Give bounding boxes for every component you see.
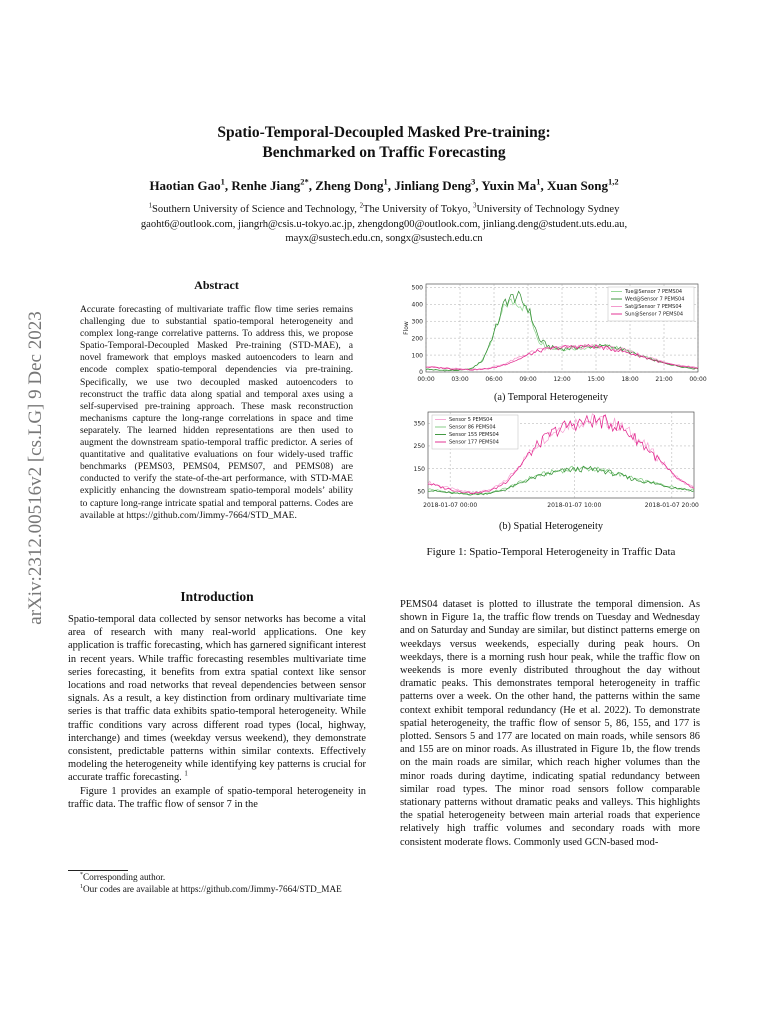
- legend-label: Sat@Sensor 7 PEMS04: [625, 304, 682, 310]
- introduction-left-column: [68, 613, 366, 811]
- paper-title: [90, 123, 678, 163]
- x-tick-label: 00:00: [417, 376, 435, 383]
- x-tick-label: 00:00: [689, 376, 707, 383]
- footnote-marker: 1: [184, 770, 188, 778]
- affiliation-line: $^1$Southern University of Science and Technology, $^2$The University of Tokyo, $^3$University of Technology Sydney: [148, 202, 620, 215]
- y-tick-label: 400: [411, 301, 423, 309]
- author: Xuan Song$^{1,2}$: [546, 176, 619, 193]
- x-tick-label: 12:00: [553, 376, 571, 383]
- email-line-2: mayx@sustech.edu.cn, songx@sustech.edu.cn: [285, 233, 483, 244]
- legend-label: Sensor 5 PEMS04: [449, 417, 493, 423]
- y-tick-label: 150: [413, 465, 425, 473]
- legend-label: Sensor 86 PEMS04: [449, 424, 496, 431]
- affiliations: [60, 203, 708, 247]
- intro-paragraph-3: PEMS04 dataset is plotted to illustrate the temporal dimension. As shown in Figure 1a, the traffic flow trends on Tuesday and Wednesday and on Saturday and Sunday are similar, but distinct patterns emerge on weekdays versus weekends, especially during peak hours. On weekdays, there is a morning rush hour peak, while the traffic flow on weekends is more evenly distributed throughout the day without dramatic peaks. This demonstrates temporal heterogeneity in traffic patterns over a week. On the other hand, the patterns within the same context exhibit temporal redundancy (He et al. 2022). To demonstrate spatial heterogeneity, the traffic flow of sensor 5, 86, 155, and 177 is plotted. Sensors 5 and 177 are located on main roads, while sensors 86 and 155 are on minor roads. As illustrated in Figure 1b, the flow trends on the main roads are similar, which reach higher volumes than the minor roads during daytime, indicating spatial redundancy between similar road types. The minor road sensors follow comparable stationary patterns without dramatic peaks and valleys. This highlights the spatial heterogeneity between main arterial roads that experience relatively high traffic volumes and secondary roads with more consistent moderate flows. Commonly used GCN-based mod-: [400, 599, 700, 848]
- intro-paragraph-2: Figure 1 provides an example of spatio-temporal heterogeneity in traffic data. The traffic flow of sensor 7 in the: [68, 785, 366, 810]
- legend-label: Tue@Sensor 7 PEMS04: [625, 289, 683, 295]
- y-axis-label: Flow: [403, 321, 410, 335]
- footnotes: [68, 872, 366, 895]
- abstract-text: Accurate forecasting of multivariate traffic flow time series remains challenging due to substantial spatio-temporal heterogeneity and complex long-range correlative patterns. To address this, we propose Spatio-Temporal-Decoupled Masked Pre-training (STD-MAE), a novel framework that employs masked autoencoders to learn and encode complex spatio-temporal dependencies via pre-training. Specifically, we use two decoupled masked autoencoders to reconstruct the traffic data along spatial and temporal axes using a self-supervised pre-training approach. These mask reconstruction mechanisms capture the long-range correlations in space and time separately. The learned hidden representations are then used to augment the downstream spatio-temporal traffic predictor. A series of quantitative and qualitative evaluations on four widely-used traffic benchmarks (PEMS03, PEMS04, PEMS07, and PEMS08) are conducted to verify the state-of-the-art performance, with STD-MAE explicitly enhancing the downstream spatio-temporal models’ ability to capture long-range intricate spatial and temporal patterns. Codes are available at https://github.com/Jimmy-7664/STD_MAE.: [80, 304, 353, 521]
- author: Renhe Jiang$^{2*}$: [231, 176, 309, 193]
- x-tick-label: 15:00: [587, 376, 605, 383]
- introduction-right-column: [400, 598, 700, 849]
- author: Haotian Gao$^1$: [149, 176, 225, 193]
- arxiv-stamp: arXiv:2312.00516v2 [cs.LG] 9 Dec 2023: [25, 311, 46, 625]
- x-tick-label: 21:00: [655, 376, 673, 383]
- legend-label: Wed@Sensor 7 PEMS04: [625, 296, 685, 303]
- title-line-1: Spatio-Temporal-Decoupled Masked Pre-training:: [217, 124, 551, 141]
- legend-label: Sensor 177 PEMS04: [449, 439, 499, 446]
- footnote-corresponding: *Corresponding author.: [80, 871, 166, 882]
- x-tick-label: 03:00: [451, 376, 469, 383]
- x-tick-label: 18:00: [621, 376, 639, 383]
- x-tick-label: 2018-01-07 00:00: [423, 502, 478, 509]
- x-tick-label: 2018-01-07 20:00: [644, 502, 699, 509]
- figure-1b-chart: [398, 408, 704, 518]
- intro-paragraph-1: Spatio-temporal data collected by sensor networks has become a vital area of research with many real-world applications. One key application is traffic forecasting, which has garnered significant interest in recent years. While traffic forecasting resembles multivariate time series forecasting, it benefits from extra spatial context like sensor locations and road networks that reveal dependencies between sensor signals. As a result, a key distinction from ordinary multivariate time series is that traffic data exhibits spatio-temporal heterogeneity. While traffic conditions vary across different road types (local, highway, interchange) and times (weekday versus weekend), they demonstrate consistent, predictable patterns within similar contexts. Effectively modeling the heterogeneity while identifying key patterns is crucial for accurate traffic forecasting. $^1$: [68, 614, 366, 784]
- y-tick-label: 50: [417, 488, 425, 496]
- y-tick-label: 250: [413, 443, 425, 451]
- footnote-code: $^1$Our codes are available at https://github.com/Jimmy-7664/STD_MAE: [80, 883, 342, 894]
- y-tick-label: 100: [411, 352, 423, 360]
- figure-1-caption: Figure 1: Spatio-Temporal Heterogeneity in Traffic Data: [426, 546, 676, 558]
- figure-1a-subcaption: (a) Temporal Heterogeneity: [493, 392, 609, 403]
- email-line-1: gaoht6@outlook.com, jiangrh@csis.u-tokyo.ac.jp, zhengdong00@outlook.com, jinliang.deng@student.uts.edu.au,: [140, 218, 628, 230]
- y-tick-label: 500: [411, 284, 423, 292]
- title-line-2: Benchmarked on Traffic Forecasting: [262, 144, 506, 161]
- x-tick-label: 2018-01-07 10:00: [547, 502, 602, 509]
- x-tick-label: 06:00: [485, 376, 503, 383]
- introduction-heading: Introduction: [180, 589, 254, 604]
- footnote-rule: [68, 870, 128, 871]
- y-tick-label: 300: [411, 318, 423, 326]
- author: Jinliang Deng$^3$: [394, 176, 476, 193]
- y-tick-label: 350: [413, 420, 425, 428]
- y-tick-label: 0: [419, 369, 423, 377]
- legend-label: Sensor 155 PEMS04: [449, 432, 499, 438]
- abstract-heading: Abstract: [194, 278, 239, 292]
- x-tick-label: 09:00: [519, 376, 537, 383]
- y-tick-label: 200: [411, 335, 423, 343]
- author-list: Haotian Gao$^1$, Renhe Jiang$^{2*}$, Zheng Dong$^1$, Jinliang Deng$^3$, Yuxin Ma$^1$, Xuan Song$^{1,2}$: [149, 176, 619, 193]
- figure-1a-chart: [398, 280, 707, 386]
- author: Zheng Dong$^1$: [315, 176, 388, 193]
- author: Yuxin Ma$^1$: [481, 176, 541, 193]
- legend-label: Sun@Sensor 7 PEMS04: [625, 311, 684, 318]
- figure-1b-subcaption: (b) Spatial Heterogeneity: [498, 521, 604, 532]
